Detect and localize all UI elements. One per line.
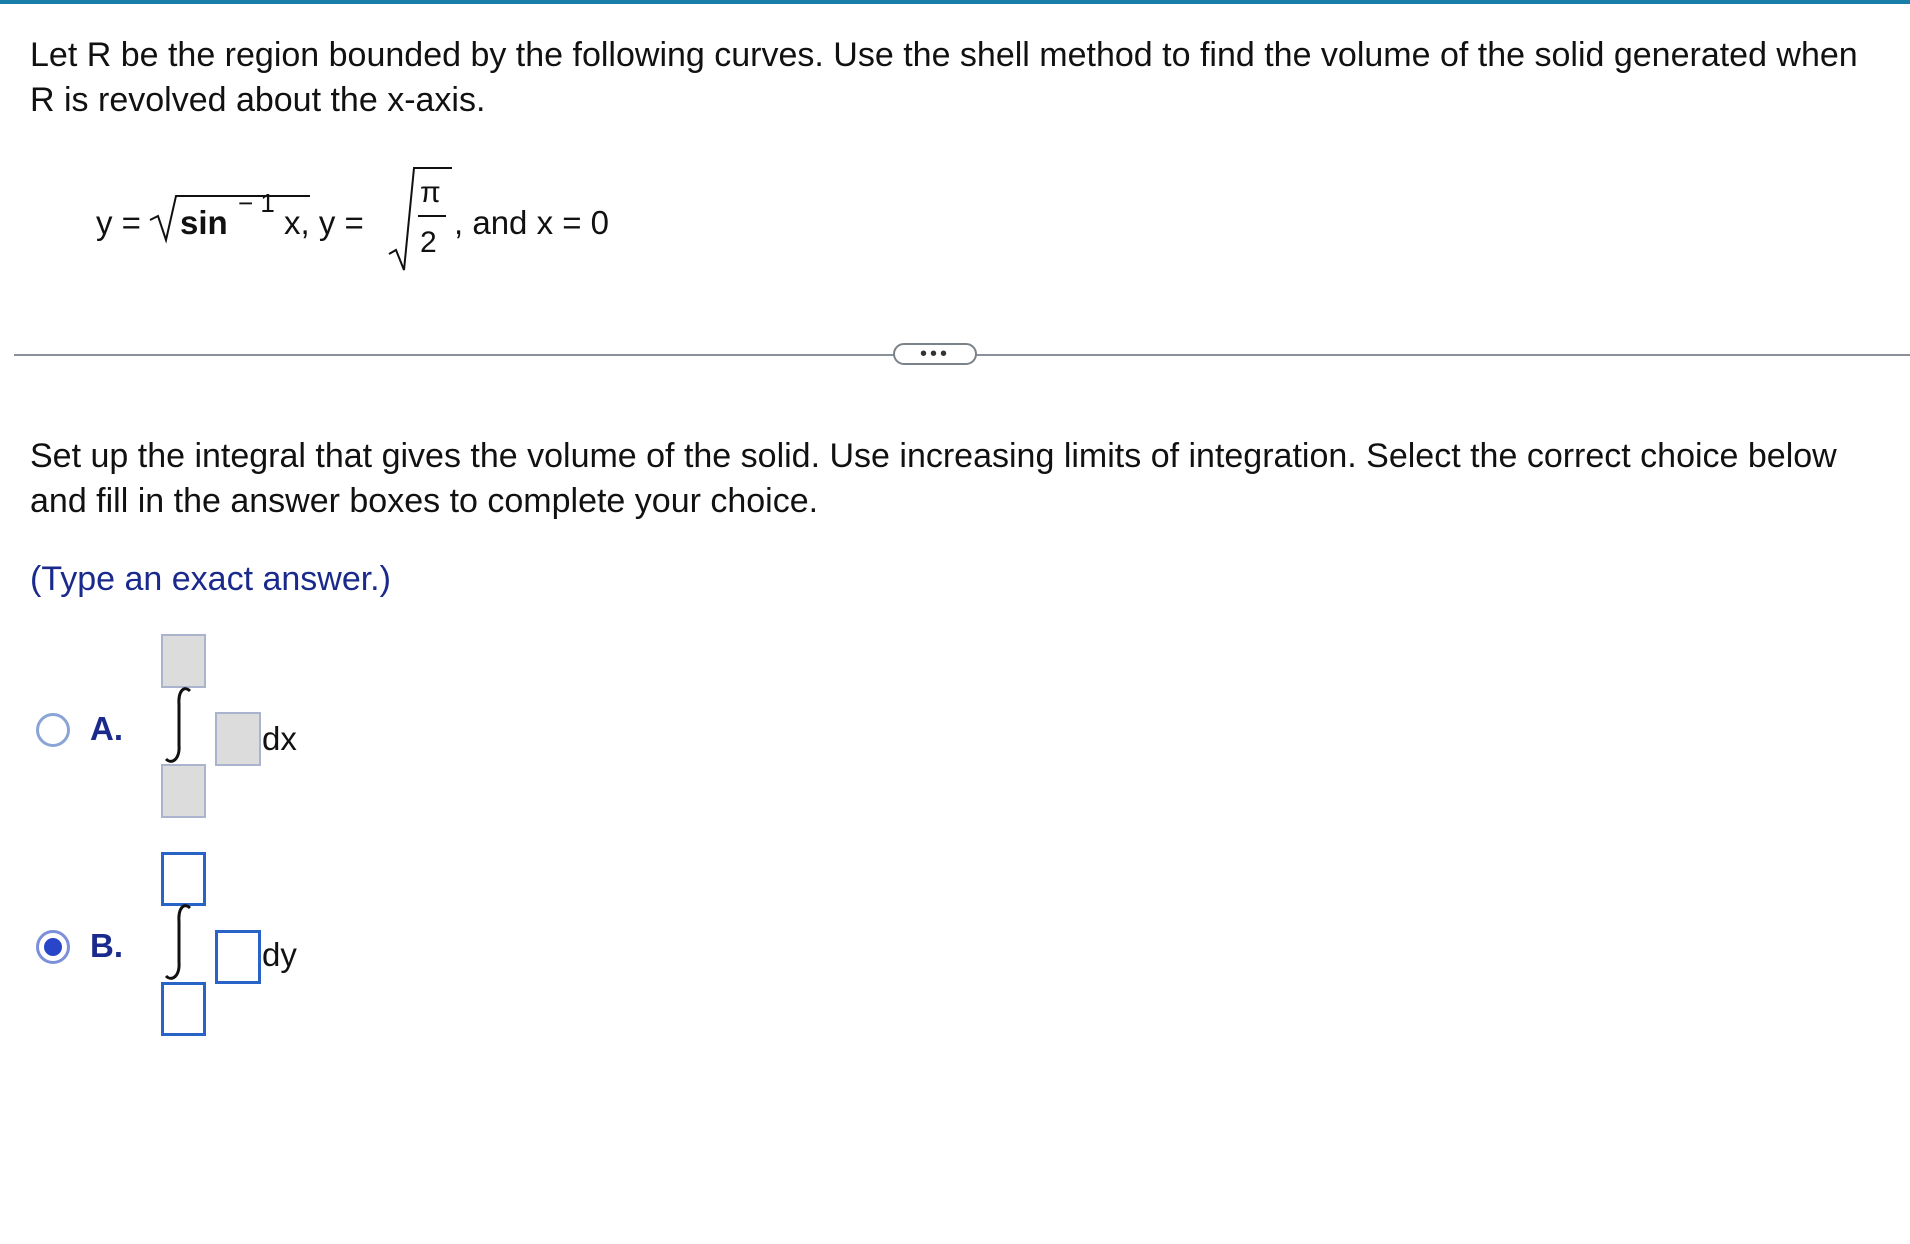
choice-a-integrand-input[interactable] [215,712,261,766]
choice-b-integrand-input[interactable] [215,930,261,984]
pi-numerator: π [420,176,441,209]
task-instructions: Set up the integral that gives the volume of the solid. Use increasing limits of integration. Select the correct choice below and fill in the answer boxes to complete your choice. [30,437,1837,520]
show-more-button[interactable]: ••• [893,343,977,365]
problem-statement: Let R be the region bounded by the following curves. Use the shell method to find the volume of the solid generated when R is revolved about the x-axis. [30,36,1858,119]
choice-a-differential: dx [262,720,297,757]
choice-a-letter: A. [90,710,123,747]
sin-function: sin [180,204,228,241]
two-denominator: 2 [420,226,437,259]
choice-a[interactable] [0,630,400,840]
choice-b-letter: B. [90,927,123,964]
integral-sign-icon [162,902,202,982]
inverse-exponent: − 1 [238,188,275,218]
curves-expression [96,158,696,268]
choice-b-differential: dy [262,936,297,973]
choice-a-upper-limit-input[interactable] [161,634,206,688]
choice-b-radio[interactable] [36,930,70,964]
integral-sign-icon [162,685,202,765]
answer-format-hint: (Type an exact answer.) [30,560,391,598]
curve1-var-and-curve2-lhs: x, y = [284,204,364,241]
choice-a-radio[interactable] [36,713,70,747]
top-accent-bar [0,0,1910,4]
choice-b[interactable] [0,848,400,1058]
choice-b-upper-limit-input[interactable] [161,852,206,906]
choice-a-lower-limit-input[interactable] [161,764,206,818]
curve1-lhs: y = [96,204,141,241]
curve3: , and x = 0 [454,204,610,241]
choice-b-lower-limit-input[interactable] [161,982,206,1036]
